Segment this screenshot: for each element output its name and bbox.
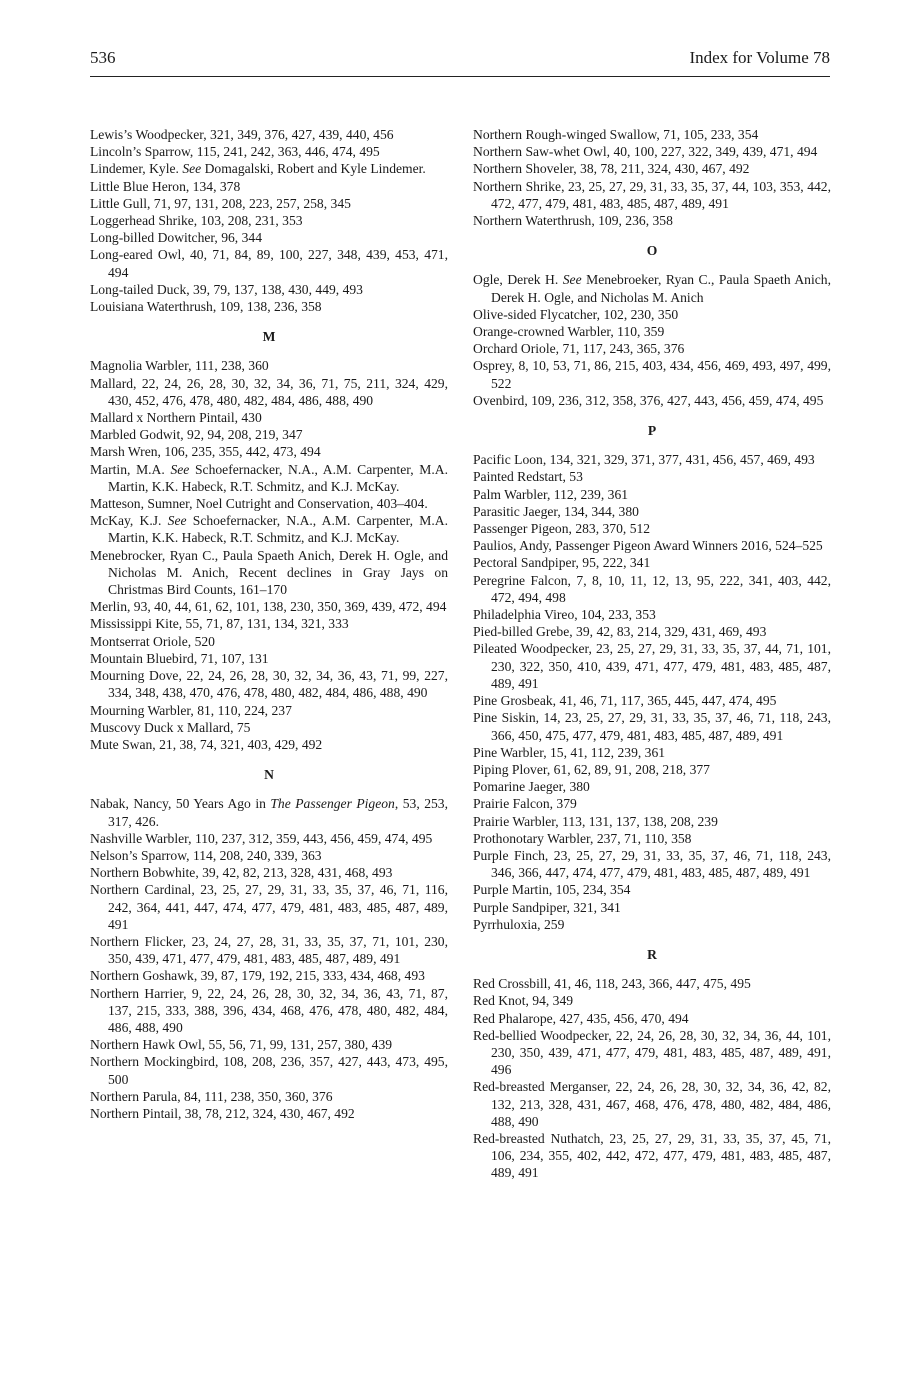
index-entry-text: Martin, M.A. (90, 461, 171, 477)
index-entry: Northern Flicker, 23, 24, 27, 28, 31, 33, 35, 37, 71, 101, 230, 350, 439, 471, 477, 479, 481, 483, 485, 487, 489, 491 (90, 933, 448, 967)
index-entry: Northern Rough-winged Swallow, 71, 105, 233, 354 (473, 127, 759, 142)
index-entry: Matteson, Sumner, Noel Cutright and Conservation, 403–404. (90, 496, 428, 512)
index-entry: Northern Goshawk, 39, 87, 179, 192, 215, 333, 434, 468, 493 (90, 968, 425, 984)
index-entry: Red Knot, 94, 349 (473, 993, 574, 1009)
index-column-left (90, 126, 448, 1122)
section-letter-m: M (262, 329, 276, 345)
index-entry: Mississippi Kite, 55, 71, 87, 131, 134, 321, 333 (90, 616, 349, 632)
index-entry-text: Lindemer, Kyle. (90, 161, 183, 177)
index-entry: Parasitic Jaeger, 134, 344, 380 (473, 503, 639, 519)
section-letter-n: N (264, 767, 274, 783)
index-entry: Philadelphia Vireo, 104, 233, 353 (473, 607, 656, 623)
index-entry: Purple Finch, 23, 25, 27, 29, 31, 33, 35, 37, 46, 71, 118, 243, 346, 366, 447, 474, 477, 479, 481, 483, 485, 487, 489, 491 (473, 847, 831, 881)
page-header (90, 48, 830, 72)
index-entry: Long-tailed Duck, 39, 79, 137, 138, 430, 449, 493 (90, 281, 363, 297)
index-entry: Purple Martin, 105, 234, 354 (473, 882, 631, 898)
index-entry: Pacific Loon, 134, 321, 329, 371, 377, 431, 456, 457, 469, 493 (473, 452, 815, 468)
index-entry: Passenger Pigeon, 283, 370, 512 (473, 521, 651, 537)
index-entry: Painted Redstart, 53 (473, 469, 583, 485)
index-entry-text: McKay, K.J. (90, 513, 168, 529)
page-number: 536 (90, 48, 116, 67)
index-entry: Pine Warbler, 15, 41, 112, 239, 361 (473, 744, 666, 760)
index-entry-text: , 53, 253, 317, 426. (108, 796, 448, 829)
index-entry: Lincoln’s Sparrow, 115, 241, 242, 363, 446, 474, 495 (90, 144, 380, 160)
index-entry: Osprey, 8, 10, 53, 71, 86, 215, 403, 434, 456, 469, 493, 497, 499, 522 (473, 358, 831, 391)
index-entry: Long-eared Owl, 40, 71, 84, 89, 100, 227, 348, 439, 453, 471, 494 (90, 247, 448, 280)
index-entry: Pied-billed Grebe, 39, 42, 83, 214, 329, 431, 469, 493 (473, 624, 767, 640)
index-entry-text: Nabak, Nancy, 50 Years Ago in (90, 796, 271, 812)
index-entry: Northern Parula, 84, 111, 238, 350, 360, 376 (90, 1088, 333, 1104)
index-entry-italic: See (170, 461, 190, 477)
index-entry-text: Domagalski, Robert and Kyle Lindemer. (201, 161, 426, 177)
index-entry: Pileated Woodpecker, 23, 25, 27, 29, 31, 33, 35, 37, 44, 71, 101, 230, 322, 350, 410, 439, 471, 477, 479, 481, 483, 485, 487, 489, 491 (473, 641, 831, 691)
index-group-o (473, 271, 831, 409)
index-entry: Mallard x Northern Pintail, 430 (90, 410, 262, 426)
section-letter-p: P (647, 423, 657, 439)
index-entry: Lewis’s Woodpecker, 321, 349, 376, 427, 439, 440, 456 (90, 127, 394, 142)
index-entry: Red Crossbill, 41, 46, 118, 243, 366, 447, 475, 495 (473, 976, 751, 992)
index-entry (473, 271, 831, 305)
index-entry: Nelson’s Sparrow, 114, 208, 240, 339, 363 (90, 847, 322, 863)
index-entry: Long-billed Dowitcher, 96, 344 (90, 230, 262, 246)
index-entry: Red Phalarope, 427, 435, 456, 470, 494 (473, 1010, 689, 1026)
index-entry-text: Schoefernacker, N.A., A.M. Carpenter, M.A. Martin, K.K. Habeck, R.T. Schmitz, and K.J. McKay. (108, 461, 448, 494)
index-entry: Louisiana Waterthrush, 109, 138, 236, 358 (90, 299, 322, 315)
section-letter-o: O (646, 243, 658, 259)
index-entry: Montserrat Oriole, 520 (90, 633, 215, 649)
index-entry: Merlin, 93, 40, 44, 61, 62, 101, 138, 230, 350, 369, 439, 472, 494 (90, 599, 447, 615)
index-entry: Little Gull, 71, 97, 131, 208, 223, 257, 258, 345 (90, 195, 351, 211)
index-entry: Prothonotary Warbler, 237, 71, 110, 358 (473, 830, 692, 846)
index-entry: Mourning Dove, 22, 24, 26, 28, 30, 32, 34, 36, 43, 71, 99, 227, 334, 348, 438, 470, 476, 478, 480, 482, 484, 486, 488, 490 (90, 668, 448, 701)
index-entry (90, 160, 448, 177)
index-entry: Mourning Warbler, 81, 110, 224, 237 (90, 702, 292, 718)
index-group-m (90, 357, 448, 753)
index-entry: Northern Bobwhite, 39, 42, 82, 213, 328, 431, 468, 493 (90, 865, 393, 881)
index-entry: Mountain Bluebird, 71, 107, 131 (90, 650, 269, 666)
index-entry: Pine Grosbeak, 41, 46, 71, 117, 365, 445, 447, 474, 495 (473, 693, 777, 709)
index-entry: Northern Cardinal, 23, 25, 27, 29, 31, 33, 35, 37, 46, 71, 116, 242, 364, 441, 447, 474, 477, 479, 481, 483, 485, 487, 489, 491 (90, 882, 448, 932)
index-group-p (473, 451, 831, 933)
index-entry: Nashville Warbler, 110, 237, 312, 359, 443, 456, 459, 474, 495 (90, 830, 433, 846)
index-entry: Olive-sided Flycatcher, 102, 230, 350 (473, 306, 679, 322)
index-entry: Pine Siskin, 14, 23, 25, 27, 29, 31, 33, 35, 37, 46, 71, 118, 243, 366, 450, 475, 477, 479, 481, 483, 485, 487, 489, 491 (473, 710, 831, 743)
index-entry: Muscovy Duck x Mallard, 75 (90, 719, 251, 735)
index-entry-text: Schoefernacker, N.A., A.M. Carpenter, M.A. Martin, K.K. Habeck, R.T. Schmitz, and K.J. McKay. (108, 513, 448, 546)
running-head: Index for Volume 78 (689, 48, 830, 67)
index-entry: Northern Harrier, 9, 22, 24, 26, 28, 30, 32, 34, 36, 43, 71, 87, 137, 215, 333, 388, 396, 434, 468, 476, 478, 480, 482, 484, 486, 488, 490 (90, 985, 448, 1035)
index-entry: Pyrrhuloxia, 259 (473, 916, 565, 932)
index-entry-text: Ogle, Derek H. (473, 272, 563, 288)
index-entry: Piping Plover, 61, 62, 89, 91, 208, 218, 377 (473, 761, 710, 777)
index-entry: Red-breasted Nuthatch, 23, 25, 27, 29, 31, 33, 35, 37, 45, 71, 106, 234, 355, 402, 442, 472, 477, 479, 481, 483, 485, 487, 489, 491 (473, 1130, 831, 1181)
index-entry: Northern Pintail, 38, 78, 212, 324, 430, 467, 492 (90, 1105, 355, 1121)
index-entry: Mute Swan, 21, 38, 74, 321, 403, 429, 492 (90, 736, 323, 752)
index-entry: Loggerhead Shrike, 103, 208, 231, 353 (90, 213, 303, 229)
index-entry-italic: See (167, 513, 187, 529)
index-entry: Northern Shrike, 23, 25, 27, 29, 31, 33, 35, 37, 44, 103, 353, 442, 472, 477, 479, 481, 483, 485, 487, 489, 491 (473, 178, 831, 211)
index-entry: Orchard Oriole, 71, 117, 243, 365, 376 (473, 341, 685, 357)
index-entry: Orange-crowned Warbler, 110, 359 (473, 324, 665, 340)
index-entry: Ovenbird, 109, 236, 312, 358, 376, 427, 443, 456, 459, 474, 495 (473, 392, 824, 408)
index-entry: Peregrine Falcon, 7, 8, 10, 11, 12, 13, 95, 222, 341, 403, 442, 472, 494, 498 (473, 572, 831, 605)
index-entry: Prairie Falcon, 379 (473, 796, 577, 812)
section-letter-r: R (647, 946, 657, 962)
index-entry: Menebrocker, Ryan C., Paula Spaeth Anich, Derek H. Ogle, and Nicholas M. Anich, Recent declines in Gray Jays on Christmas Bird Counts, 161–170 (90, 547, 448, 598)
index-entry: Pomarine Jaeger, 380 (473, 779, 590, 795)
index-entry: Northern Waterthrush, 109, 236, 358 (473, 213, 673, 229)
index-entry (90, 512, 448, 546)
index-entry: Paulios, Andy, Passenger Pigeon Award Winners 2016, 524–525 (473, 538, 823, 554)
index-entry: Magnolia Warbler, 111, 238, 360 (90, 358, 269, 374)
index-entry-italic: See (182, 161, 202, 177)
index-entry-italic: See (562, 272, 582, 288)
index-entry: Marbled Godwit, 92, 94, 208, 219, 347 (90, 427, 303, 443)
index-entry: Prairie Warbler, 113, 131, 137, 138, 208, 239 (473, 813, 718, 829)
index-entry: Northern Saw-whet Owl, 40, 100, 227, 322, 349, 439, 471, 494 (473, 144, 818, 160)
index-group-r (473, 975, 831, 1181)
index-entry-italic: The Passenger Pigeon (270, 796, 395, 812)
index-entry: Red-breasted Merganser, 22, 24, 26, 28, 30, 32, 34, 36, 42, 82, 132, 213, 328, 431, 467, 468, 476, 478, 480, 482, 484, 486, 488, 490 (473, 1079, 831, 1129)
index-group-l (90, 126, 448, 315)
index-column-right (473, 126, 831, 1182)
index-entry (90, 795, 448, 829)
index-entry: Northern Shoveler, 38, 78, 211, 324, 430, 467, 492 (473, 161, 750, 177)
header-rule (90, 76, 830, 77)
index-entry: Northern Mockingbird, 108, 208, 236, 357, 427, 443, 473, 495, 500 (90, 1054, 448, 1087)
index-group-n (90, 795, 448, 1122)
index-entry: Pectoral Sandpiper, 95, 222, 341 (473, 555, 651, 571)
index-entry: Little Blue Heron, 134, 378 (90, 178, 241, 194)
index-entry: Red-bellied Woodpecker, 22, 24, 26, 28, 30, 32, 34, 36, 44, 101, 230, 350, 439, 471, 477, 479, 481, 483, 485, 487, 489, 491, 496 (473, 1027, 831, 1078)
index-entry: Northern Hawk Owl, 55, 56, 71, 99, 131, 257, 380, 439 (90, 1037, 393, 1053)
index-entry (90, 461, 448, 495)
index-group-n-cont (473, 126, 831, 229)
index-entry: Purple Sandpiper, 321, 341 (473, 899, 621, 915)
index-entry: Marsh Wren, 106, 235, 355, 442, 473, 494 (90, 444, 321, 460)
index-entry: Palm Warbler, 112, 239, 361 (473, 486, 629, 502)
index-entry: Mallard, 22, 24, 26, 28, 30, 32, 34, 36, 71, 75, 211, 324, 429, 430, 452, 476, 478, 480, 482, 484, 486, 488, 490 (90, 375, 448, 408)
index-entry-text: Menebroeker, Ryan C., Paula Spaeth Anich, Derek H. Ogle, and Nicholas M. Anich (491, 272, 831, 305)
